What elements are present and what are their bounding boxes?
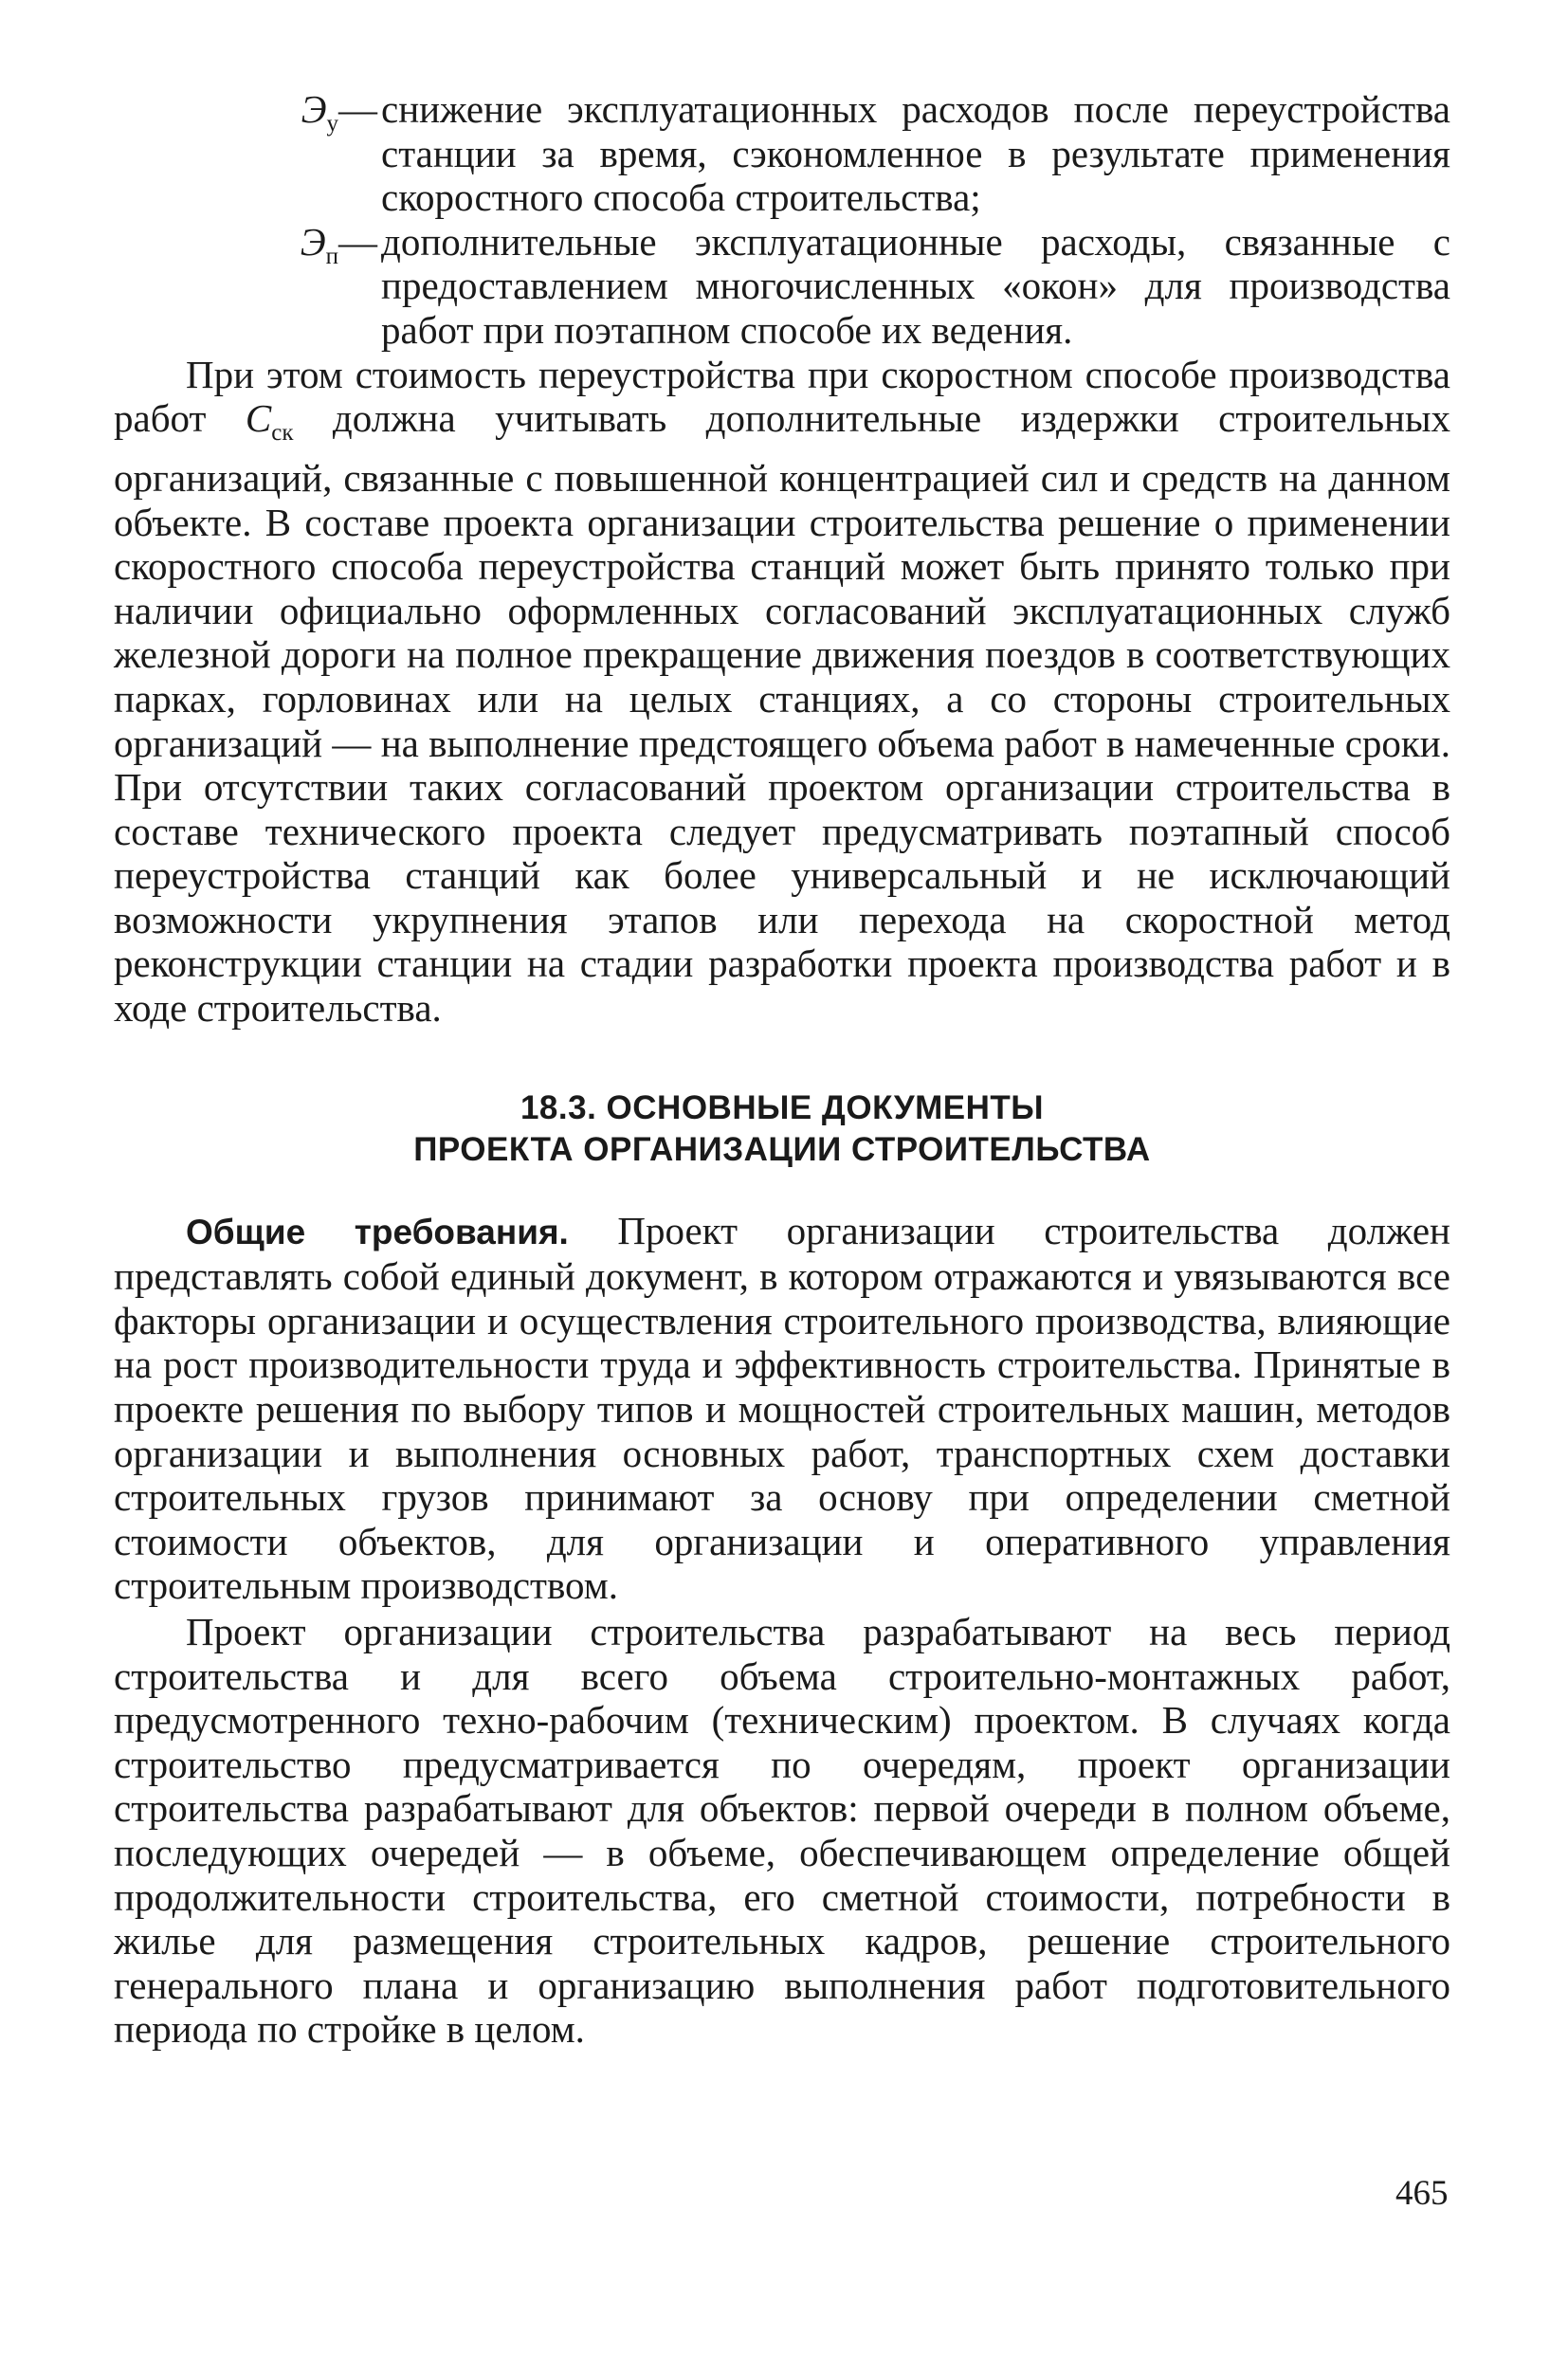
em-dash: — [338, 87, 377, 131]
definition-eu [114, 87, 1450, 220]
symbol-subscript: п [325, 243, 338, 269]
paragraph-speed-method [114, 353, 1450, 1031]
cost-symbol: C [245, 396, 272, 441]
page-number: 465 [1395, 2174, 1449, 2213]
symbol-subscript: у [326, 111, 338, 137]
paragraph-text: При этом стоимость переустройства при скоростном способе производства работ [114, 352, 1450, 441]
symbol-e: Э [301, 87, 327, 131]
definition-text: дополнительные эксплуатационные расходы, связанные с предоставлением многочисленных «окон» для производства работ при поэтапном способе их ведения. [381, 219, 1450, 352]
cost-subscript: ск [271, 420, 294, 447]
paragraph-text: Проект организации строительства должен представлять собой единый документ, в котором отражаются и увязываются все факторы организации и осуществления строительного производства, влияющие на рост производительности труда и эффективность строительства. Принятые в проекте решения по выбору типов и мощностей строительных машин, методов организации и выполнения основных работ, транспортных схем доставки строительных грузов принимают за основу при определении сметной стоимости объектов, для организации и оперативного управления строительным производством. [114, 1208, 1450, 1608]
paragraph-text: должна учитывать дополнительные издержки строительных организаций, связанные с повышенной концентрацией сил и средств на данном объекте. В составе проекта организации строительства решение о применении скоростного способа переустройства станций может быть принято только при наличии официально оформленных согласований эксплуатационных служб железной дороги на полное прекращение движения поездов в соответствующих парках, горловинах или на целых станциях, а со стороны строительных организаций — на выполнение предстоящего объема работ в намеченные сроки. При отсутствии таких согласований проектом организации строительства в составе технического проекта следует предусматривать поэтапный способ переустройства станций как более универсальный и не исключающий возможности укрупнения этапов или перехода на скоростной метод реконструкции станции на стадии разработки проекта производства работ и в ходе строительства. [114, 396, 1451, 1031]
symbol-e: Э [300, 219, 326, 264]
definition-ep [114, 220, 1450, 353]
section-heading-line1: 18.3. ОСНОВНЫЕ ДОКУМЕНТЫ [520, 1088, 1045, 1126]
definition-symbol [114, 220, 377, 353]
section-heading [114, 1087, 1450, 1171]
runin-heading: Общие требования. [186, 1212, 569, 1251]
em-dash: — [338, 219, 377, 264]
definition-text: снижение эксплуатационных расходов после переустройства станции за время, сэкономленное в результате применения скоростного способа строительства; [381, 87, 1450, 220]
section-heading-line2: ПРОЕКТА ОРГАНИЗАЦИИ СТРОИТЕЛЬСТВА [413, 1130, 1151, 1168]
page-body [114, 87, 1450, 2052]
definition-symbol [114, 87, 377, 220]
paragraph-general-requirements [114, 1209, 1450, 1608]
paragraph-development-scope: Проект организации строительства разрабатывают на весь период строительства и для всего объема строительно-монтажных работ, предусмотренного техно-рабочим (техническим) проектом. В случаях когда строительство предусматривается по очередям, проект организации строительства разрабатывают для объектов: первой очереди в полном объеме, последующих очередей — в объеме, обеспечивающем определение общей продолжительности строительства, его сметной стоимости, потребности в жилье для размещения строительных кадров, решение строительного генерального плана и организацию выполнения работ подготовительного периода по стройке в целом. [114, 1610, 1450, 2052]
